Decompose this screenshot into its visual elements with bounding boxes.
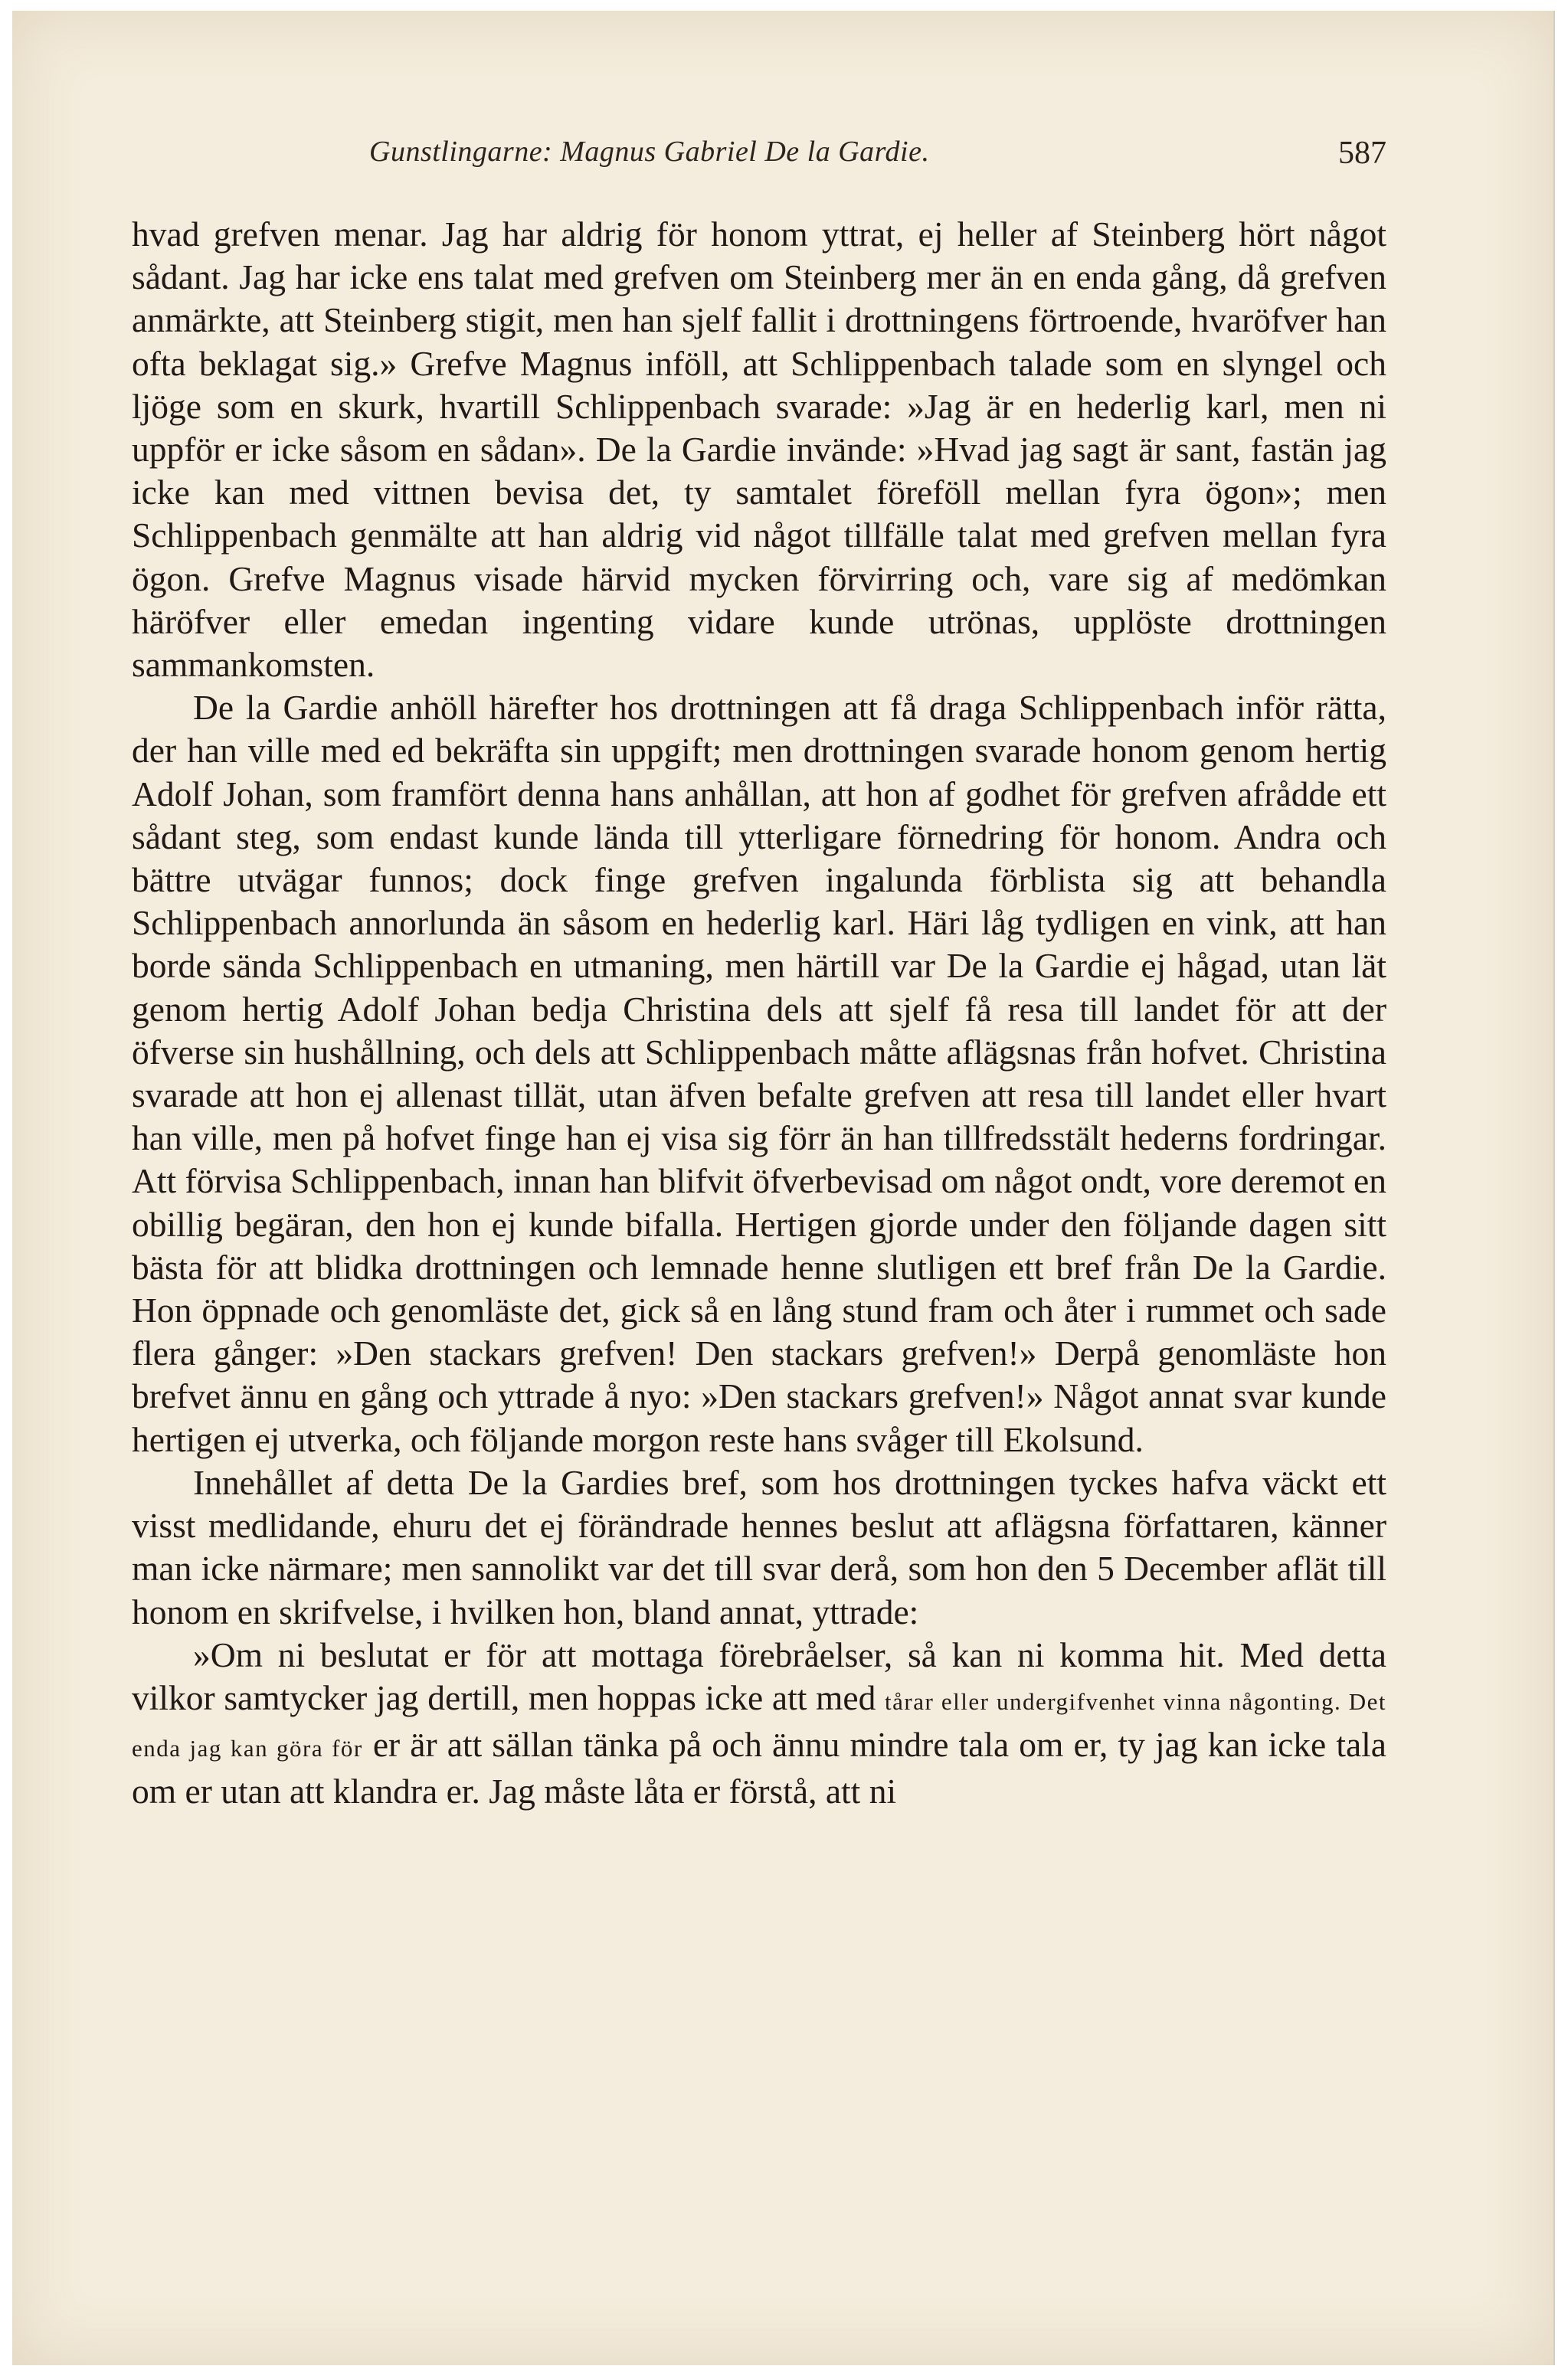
running-title: Gunstlingarne: Magnus Gabriel De la Gardie. [369,136,930,168]
paragraph-2: De la Gardie anhöll härefter hos drottningen att få draga Schlippenbach inför rätta, der han ville med ed bekräfta sin uppgift; men drottningen svarade honom genom hertig Adolf Johan, som framfört denna hans anhållan, att hon af godhet för grefven afrådde ett sådant steg, som endast kunde lända till ytterligare förnedring för honom. Andra och bättre utvägar funnos; dock finge grefven ingalunda förblista sig att behandla Schlippenbach annorlunda än såsom en hederlig karl. Häri låg tydligen en vink, att han borde sända Schlippenbach en utmaning, men härtill var De la Gardie ej hågad, utan lät genom hertig Adolf Johan bedja Christina dels att sjelf få resa till landet för att der öfverse sin hushållning, och dels att Schlippenbach måtte aflägsnas från hofvet. Christina svarade att hon ej allenast tillät, utan äfven befalte grefven att resa till landet eller hvart han ville, men på hofvet finge han ej visa sig förr än han tillfredsstält hederns fordringar. Att förvisa Schlippenbach, innan han blifvit öfverbevisad om något ondt, vore deremot en obillig begäran, den hon ej kunde bifalla. Hertigen gjorde under den följande dagen sitt bästa för att blidka drottningen och lemnade henne slutligen ett bref från De la Gardie. Hon öppnade och genomläste det, gick så en lång stund fram och åter i rummet och sade flera gånger: »Den stackars grefven! Den stackars grefven!» Derpå genomläste hon brefvet ännu en gång och yttrade å nyo: »Den stackars grefven!» Något annat svar kunde hertigen ej utverka, och följande morgon reste hans svåger till Ekolsund. [132,688,1386,1459]
page [12,11,1555,2365]
page-number: 587 [1338,136,1386,171]
quote-text-b: tårar eller undergifvenhet vinna någonting. Det enda jag kan göra för [132,1687,1386,1762]
paragraph-3: Innehållet af detta De la Gardies bref, som hos drottningen tyckes hafva väckt ett visst medlidande, ehuru det ej förändrade hennes beslut att aflägsna författaren, känner man icke närmare; men sannolikt var det till svar derå, som hon den 5 December aflät till honom en skrifvelse, i hvilken hon, bland annat, yttrade: [132,1462,1386,1631]
quote-text-a: »Om ni beslutat er för att mottaga förebråelser, så kan ni komma hit. Med detta vilkor samtycker jag dertill, men hoppas icke att med [132,1635,1386,1717]
paragraph-4 [132,1634,1386,1814]
body-text [132,213,1386,1814]
quote-text-c: er är att sällan tänka på och ännu mindre tala om er, ty jag kan icke tala om er utan att klandra er. Jag måste låta er förstå, att ni [132,1725,1386,1811]
page-header [369,135,1386,169]
paragraph-1: hvad grefven menar. Jag har aldrig för honom yttrat, ej heller af Steinberg hört något sådant. Jag har icke ens talat med grefven om Steinberg mer än en enda gång, då grefven anmärkte, att Steinberg stigit, men han sjelf fallit i drottningens förtroende, hvaröfver han ofta beklagat sig.» Grefve Magnus inföll, att Schlippenbach talade som en slyngel och ljöge som en skurk, hvartill Schlippenbach svarade: »Jag är en hederlig karl, men ni uppför er icke såsom en sådan». De la Gardie invände: »Hvad jag sagt är sant, fastän jag icke kan med vittnen bevisa det, ty samtalet föreföll mellan fyra ögon»; men Schlippenbach genmälte att han aldrig vid något tillfälle talat med grefven mellan fyra ögon. Grefve Magnus visade härvid mycken förvirring och, vare sig af medömkan häröfver eller emedan ingenting vidare kunde utrönas, upplöste drottningen sammankomsten. [132,214,1386,685]
